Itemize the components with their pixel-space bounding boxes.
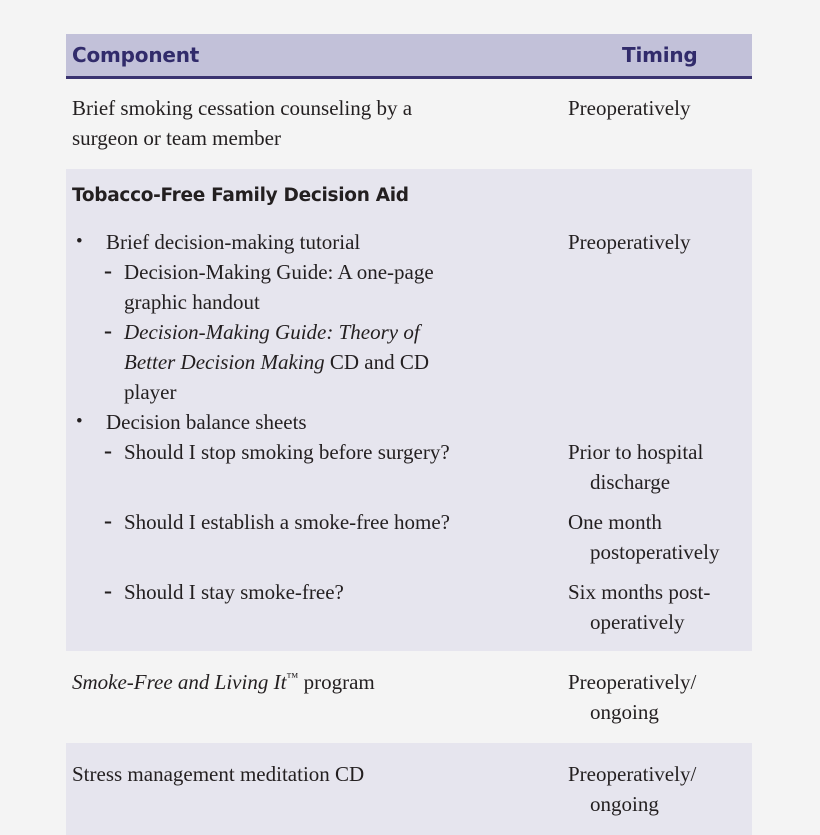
- sub-item-title-line-2: Better Decision Making: [124, 350, 325, 374]
- cell-component: [66, 667, 567, 697]
- cell-component: [66, 437, 567, 467]
- dash-marker: –: [104, 442, 112, 461]
- sub-row-stop-smoking: [66, 437, 752, 497]
- cell-timing: [567, 437, 752, 497]
- timing-line-1: Six months post-: [568, 580, 711, 604]
- section-heading: Tobacco-Free Family Decision Aid: [72, 185, 409, 206]
- sub-item-line-2: graphic handout: [124, 290, 260, 314]
- component-text: [72, 667, 567, 697]
- bullet-item: [72, 227, 567, 257]
- column-header-timing: Timing: [622, 43, 698, 67]
- timing-block: [568, 437, 752, 497]
- bullet-label: Decision balance sheets: [106, 410, 307, 434]
- cell-timing: [567, 577, 752, 637]
- table-row: [66, 743, 752, 835]
- cell-timing: [567, 227, 752, 257]
- timing-line-2: discharge: [590, 470, 671, 494]
- timing-line: Preoperatively: [568, 230, 691, 254]
- table-row: [66, 169, 752, 651]
- sub-item-guide-theory: [72, 317, 752, 407]
- component-line-1: Brief smoking cessation counseling by a: [72, 96, 413, 120]
- section-heading-wrap: [66, 183, 752, 209]
- sub-item-title-tail: CD and CD: [324, 350, 430, 374]
- sub-item: [72, 577, 567, 607]
- cell-component: [66, 759, 567, 789]
- timing-block: [568, 667, 752, 727]
- timing-line-1: One month: [568, 510, 662, 534]
- dash-marker: –: [104, 512, 112, 531]
- table-row: [66, 651, 752, 743]
- timing-line-2: ongoing: [590, 700, 659, 724]
- timing-line-2: postoperatively: [590, 540, 720, 564]
- timing-line-1: Preoperatively/: [568, 762, 697, 786]
- component-text: Stress management meditation CD: [72, 762, 365, 786]
- timing-line-2: operatively: [590, 610, 685, 634]
- table-header-row: [66, 34, 752, 79]
- table-row: [66, 79, 752, 169]
- sub-item-line-1: Decision-Making Guide: A one-page: [124, 260, 434, 284]
- cell-component: [66, 577, 567, 607]
- cell-component: [66, 507, 567, 537]
- cell-timing: [567, 667, 752, 727]
- timing-line-1: Prior to hospital: [568, 440, 704, 464]
- bullet-row-tutorial: [66, 227, 752, 257]
- sub-item-title-line-1: Decision-Making Guide: Theory of: [124, 320, 420, 344]
- bullet-marker: •: [76, 411, 83, 432]
- timing-block: [568, 759, 752, 819]
- cell-timing: [567, 759, 752, 819]
- sub-item-label: Should I stop smoking before surgery?: [124, 440, 450, 464]
- component-timing-table: [66, 34, 752, 835]
- sub-row-stay-smoke-free: [66, 577, 752, 637]
- bullet-label: Brief decision-making tutorial: [106, 230, 361, 254]
- sub-item-label: Should I stay smoke-free?: [124, 580, 344, 604]
- dash-marker: –: [104, 262, 112, 281]
- program-tail: program: [298, 670, 375, 694]
- bullet-marker: •: [76, 231, 83, 252]
- timing-line-1: Preoperatively/: [568, 670, 697, 694]
- bullet-item-balance-sheets: [72, 407, 752, 437]
- dash-marker: –: [104, 322, 112, 341]
- sub-item-line-3: player: [124, 380, 177, 404]
- sub-row-smoke-free-home: [66, 507, 752, 567]
- column-header-component: Component: [72, 43, 200, 67]
- timing-block: [568, 577, 752, 637]
- cell-component: [66, 93, 567, 153]
- timing-line: Preoperatively: [568, 96, 691, 120]
- trademark-symbol: ™: [286, 670, 299, 684]
- sub-item: [72, 437, 567, 467]
- sub-item-label: Should I establish a smoke-free home?: [124, 510, 450, 534]
- cell-timing: [567, 93, 752, 123]
- program-title: Smoke-Free and Living It: [72, 670, 287, 694]
- cell-component: [66, 227, 567, 257]
- timing-block: [568, 507, 752, 567]
- sub-item-guide-handout: [72, 257, 752, 317]
- component-line-2: surgeon or team member: [72, 126, 281, 150]
- timing-line-2: ongoing: [590, 792, 659, 816]
- sub-item: [72, 507, 567, 537]
- cell-timing: [567, 507, 752, 567]
- dash-marker: –: [104, 582, 112, 601]
